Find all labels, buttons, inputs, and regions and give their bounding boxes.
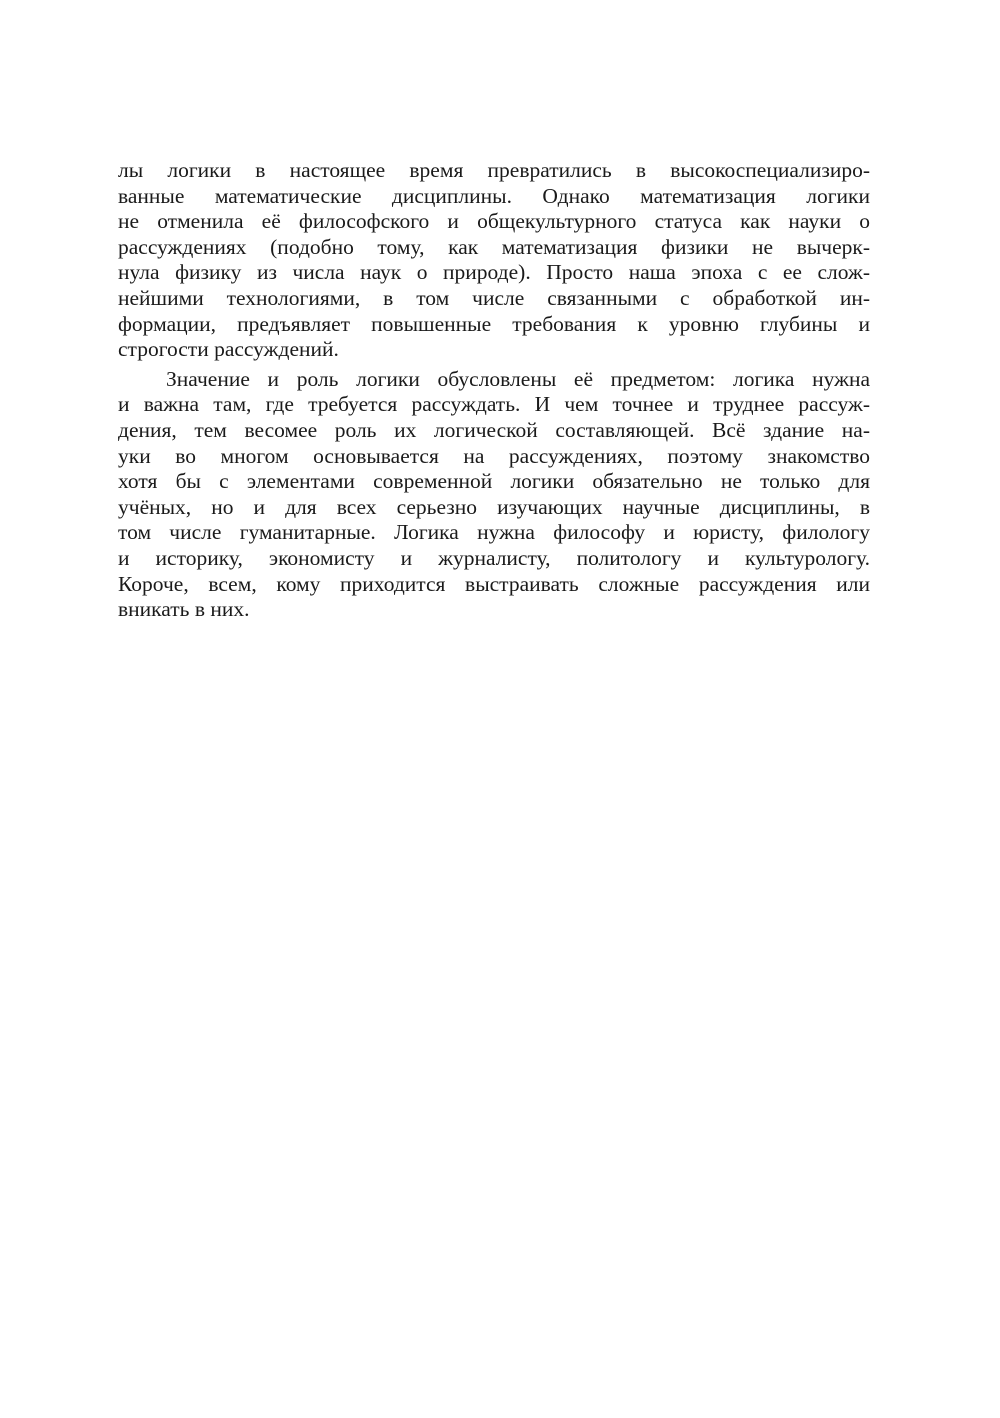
paragraph-2 (118, 367, 870, 623)
text-line: уки во многом основывается на рассуждениях, поэтому знакомство (118, 443, 870, 468)
text-line: хотя бы с элементами современной логики обязательно не только для (118, 469, 870, 494)
text-line: рассуждениях (подобно тому, как математизация физики не вычерк- (118, 234, 870, 259)
text-line: формации, предъявляет повышенные требования к уровню глубины и (118, 311, 870, 336)
text-line: нула физику из числа наук о природе). Просто наша эпоха с ее слож- (118, 260, 870, 285)
paragraph-1 (118, 158, 870, 363)
text-line: и важна там, где требуется рассуждать. И чем точнее и труднее рассуж- (118, 392, 870, 417)
text-line: дения, тем весомее роль их логической составляющей. Всё здание на- (118, 417, 870, 442)
text-line: не отменила её философского и общекультурного статуса как науки о (118, 209, 870, 234)
text-line: том числе гуманитарные. Логика нужна философу и юристу, филологу (118, 520, 870, 545)
text-line: Значение и роль логики обусловлены её предметом: логика нужна (166, 366, 870, 391)
text-line: вникать в них. (118, 597, 250, 622)
text-line: учёных, но и для всех серьезно изучающих научные дисциплины, в (118, 494, 870, 519)
text-line: ванные математические дисциплины. Однако математизация логики (118, 183, 870, 208)
text-line: Короче, всем, кому приходится выстраивать сложные рассуждения или (118, 571, 870, 596)
body-text (118, 158, 870, 623)
text-line: и историку, экономисту и журналисту, политологу и культурологу. (118, 545, 870, 570)
text-line: строгости рассуждений. (118, 337, 339, 362)
text-line: лы логики в настоящее время превратились в высокоспециализиро- (118, 158, 870, 182)
text-line: нейшими технологиями, в том числе связанными с обработкой ин- (118, 285, 870, 310)
